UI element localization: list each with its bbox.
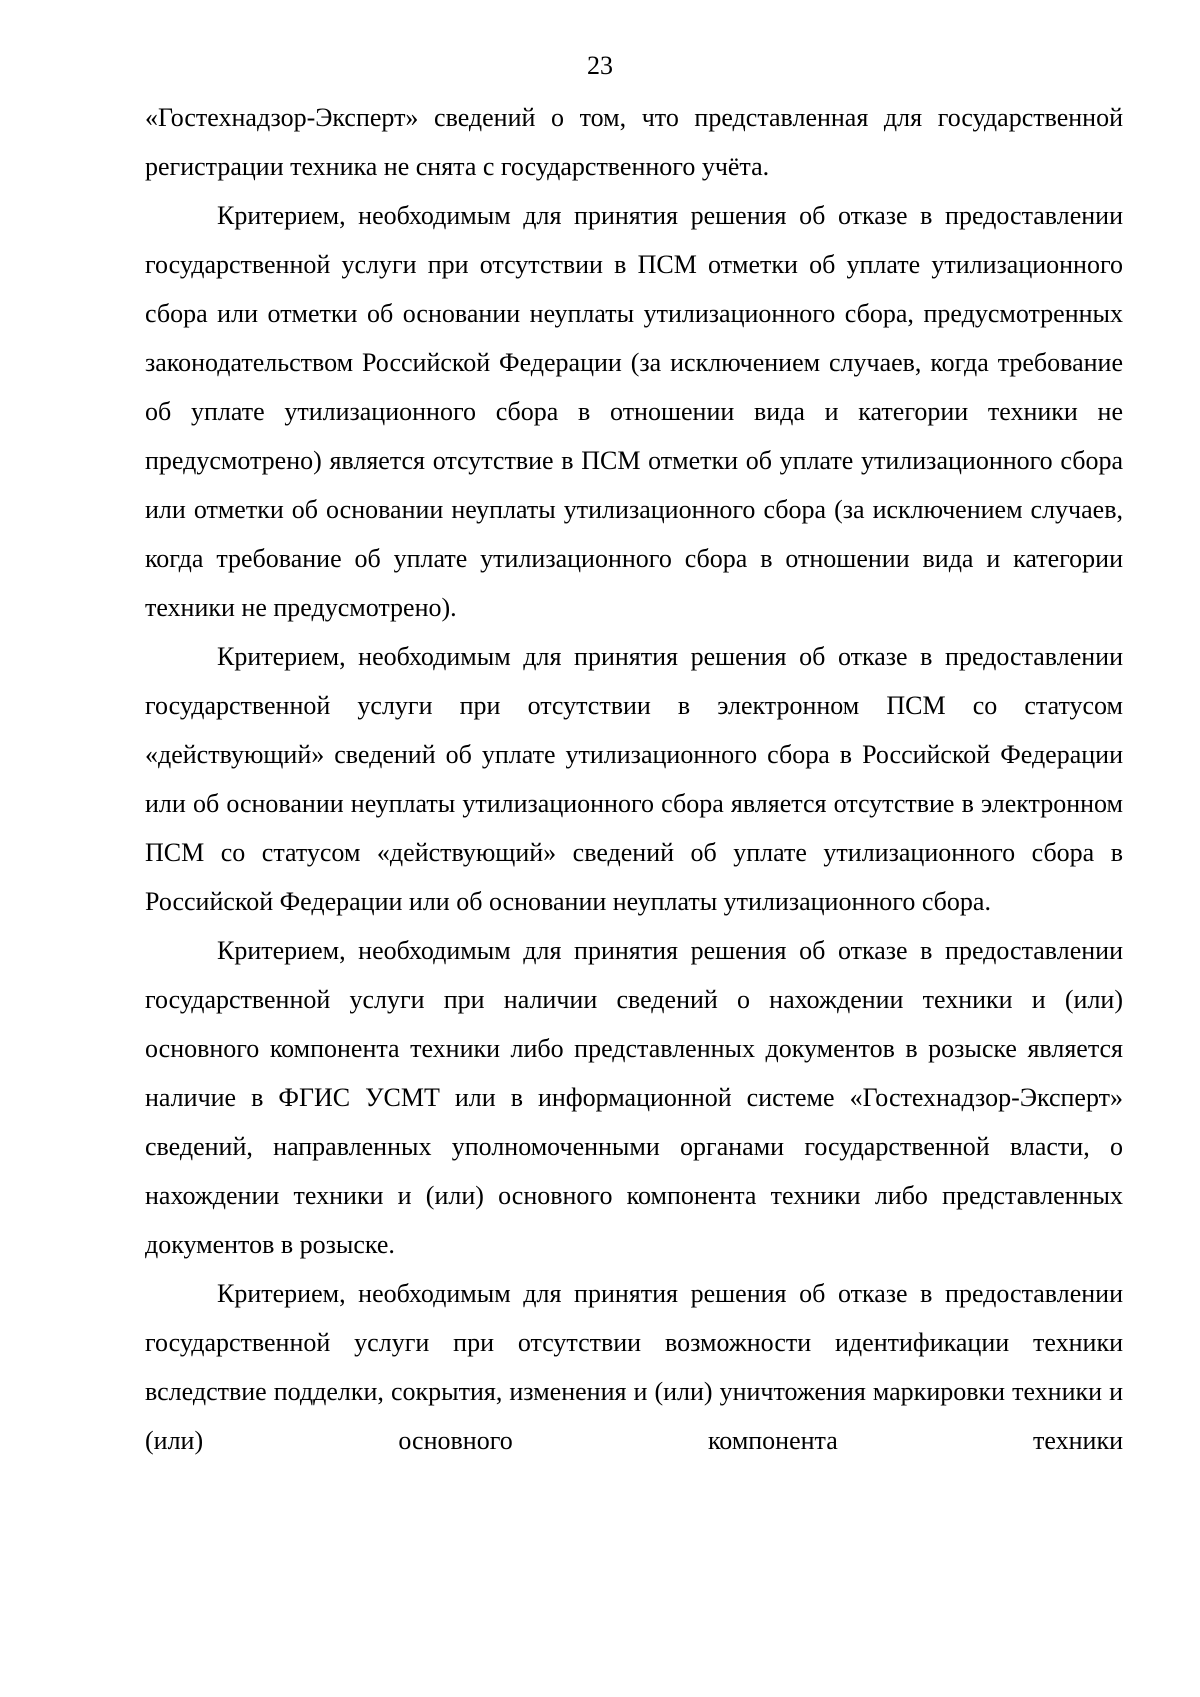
paragraph-electronic-psm: Критерием, необходимым для принятия решения об отказе в предоставлении государственной услуги при отсутствии в электронном ПСМ со статусом «действующий» сведений об уплате утилизационного сбора в Российской Федерации или об основании неуплаты утилизационного сбора является отсутствие в электронном ПСМ со статусом «действующий» сведений об уплате утилизационного сбора в Российской Федерации или об основании неуплаты утилизационного сбора.	[145, 642, 1123, 916]
page-number: 23	[587, 51, 613, 80]
paragraph-wanted-search: Критерием, необходимым для принятия решения об отказе в предоставлении государственной услуги при наличии сведений о нахождении техники и (или) основного компонента техники либо представленных документов в розыске является наличие в ФГИС УСМТ или в информационной системе «Гостехнадзор-Эксперт» сведений, направленных уполномоченными органами государственной власти, о нахождении техники и (или) основного компонента техники либо представленных документов в розыске.	[145, 936, 1123, 1259]
paragraph-psm-utilization-fee: Критерием, необходимым для принятия решения об отказе в предоставлении государственной услуги при отсутствии в ПСМ отметки об уплате утилизационного сбора или отметки об основании неуплаты утилизационного сбора, предусмотренных законодательством Российской Федерации (за исключением случаев, когда требование об уплате утилизационного сбора в отношении вида и категории техники не предусмотрено) является отсутствие в ПСМ отметки об уплате утилизационного сбора или отметки об основании неуплаты утилизационного сбора (за исключением случаев, когда требование об уплате утилизационного сбора в отношении вида и категории техники не предусмотрено).	[145, 201, 1123, 622]
paragraph-identification: Критерием, необходимым для принятия решения об отказе в предоставлении государственной услуги при отсутствии возможности идентификации техники вследствие подделки, сокрытия, изменения и (или) уничтожения маркировки техники и (или) основного компонента техники	[145, 1279, 1123, 1455]
paragraph-continuation: «Гостехнадзор-Эксперт» сведений о том, что представленная для государственной регистрации техника не снята с государственного учёта.	[145, 103, 1123, 181]
document-body	[145, 93, 1123, 1465]
